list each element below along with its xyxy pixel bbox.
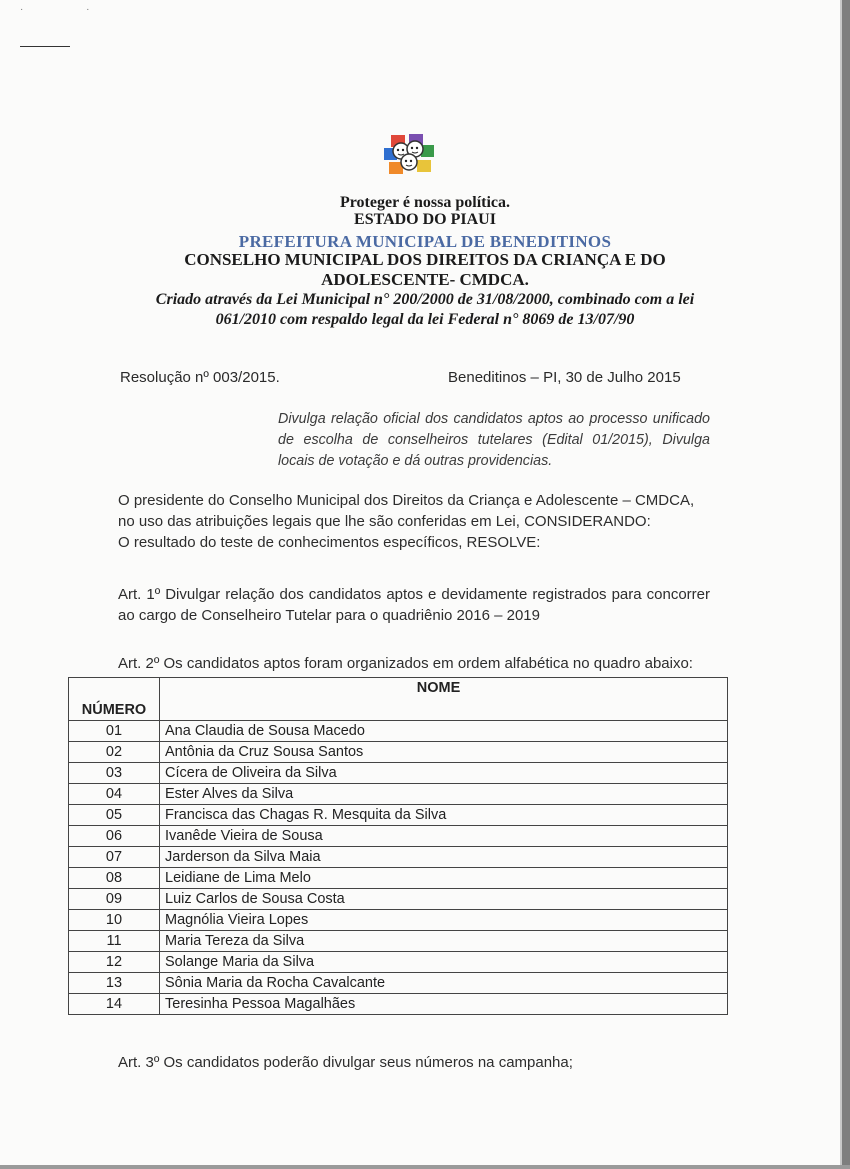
candidate-number: 13 [69, 973, 160, 994]
article-1: Art. 1º Divulgar relação dos candidatos aptos e devidamente registrados para concorrer ao cargo de Conselheiro Tutelar para o quadriênio 2016 – 2019 [118, 586, 710, 624]
header-state: ESTADO DO PIAUI [354, 211, 496, 228]
considerando-line3: O resultado do teste de conhecimentos específicos, RESOLVE: [118, 534, 541, 551]
considerando-line1: O presidente do Conselho Municipal dos Direitos da Criança e Adolescente – CMDCA, [118, 492, 695, 509]
candidate-number: 07 [69, 847, 160, 868]
candidate-name: Francisca das Chagas R. Mesquita da Silva [160, 805, 728, 826]
resolution-date: Beneditinos – PI, 30 de Julho 2015 [448, 369, 681, 386]
header-legal-basis [100, 290, 750, 330]
candidate-number: 03 [69, 763, 160, 784]
header-lei-line1: Criado através da Lei Municipal n° 200/2000 de 31/08/2000, combinado com a lei [155, 291, 695, 308]
table-row [69, 805, 728, 826]
scan-specks: · · [20, 4, 120, 15]
article-3: Art. 3º Os candidatos poderão divulgar seus números na campanha; [118, 1054, 573, 1071]
article-2: Art. 2º Os candidatos aptos foram organizados em ordem alfabética no quadro abaixo: [118, 655, 693, 672]
table-row [69, 784, 728, 805]
corner-line [20, 46, 70, 47]
candidate-name: Maria Tereza da Silva [160, 931, 728, 952]
table-row [69, 994, 728, 1015]
candidate-number: 02 [69, 742, 160, 763]
candidate-name: Ester Alves da Silva [160, 784, 728, 805]
table-header-row [69, 678, 728, 721]
candidate-number: 08 [69, 868, 160, 889]
candidate-name: Ivanêde Vieira de Sousa [160, 826, 728, 847]
header-conselho [100, 250, 750, 290]
candidate-name: Sônia Maria da Rocha Cavalcante [160, 973, 728, 994]
table-row [69, 742, 728, 763]
candidate-number: 05 [69, 805, 160, 826]
table-row [69, 826, 728, 847]
candidate-number: 14 [69, 994, 160, 1015]
table-row [69, 763, 728, 784]
scan-edge-right [842, 0, 850, 1169]
candidate-number: 10 [69, 910, 160, 931]
resolution-ementa: Divulga relação oficial dos candidatos aptos ao processo unificado de escolha de conselheiros tutelares (Edital 01/2015), Divulga locais de votação e dá outras providencias. [278, 411, 710, 469]
table-row [69, 973, 728, 994]
candidate-number: 09 [69, 889, 160, 910]
candidate-name: Luiz Carlos de Sousa Costa [160, 889, 728, 910]
table-row [69, 868, 728, 889]
candidate-name: Cícera de Oliveira da Silva [160, 763, 728, 784]
header-conselho-line2: ADOLESCENTE- CMDCA. [321, 270, 529, 289]
candidate-name: Antônia da Cruz Sousa Santos [160, 742, 728, 763]
candidates-table [68, 677, 728, 1015]
header-lei-line2: 061/2010 com respaldo legal da lei Federal n° 8069 de 13/07/90 [215, 311, 635, 328]
candidate-number: 06 [69, 826, 160, 847]
header-prefeitura: PREFEITURA MUNICIPAL DE BENEDITINOS [238, 232, 612, 251]
scan-edge-bottom [0, 1165, 850, 1169]
candidate-number: 04 [69, 784, 160, 805]
candidate-name: Leidiane de Lima Melo [160, 868, 728, 889]
candidate-name: Ana Claudia de Sousa Macedo [160, 721, 728, 742]
table-row [69, 847, 728, 868]
table-row [69, 721, 728, 742]
cmdca-logo-icon [381, 133, 437, 177]
table-row [69, 931, 728, 952]
considerando-line2: no uso das atribuições legais que lhe são conferidas em Lei, CONSIDERANDO: [118, 513, 651, 530]
candidate-name: Jarderson da Silva Maia [160, 847, 728, 868]
candidate-number: 01 [69, 721, 160, 742]
candidate-name: Magnólia Vieira Lopes [160, 910, 728, 931]
header-conselho-line1: CONSELHO MUNICIPAL DOS DIREITOS DA CRIANÇA E DO [184, 250, 666, 269]
table-row [69, 952, 728, 973]
table-row [69, 889, 728, 910]
considerando-paragraph [118, 490, 710, 553]
candidate-number: 12 [69, 952, 160, 973]
resolution-number: Resolução nº 003/2015. [120, 369, 280, 386]
header-motto: Proteger é nossa política. [339, 194, 511, 211]
column-header-number: NÚMERO [69, 678, 160, 721]
table-row [69, 910, 728, 931]
candidate-number: 11 [69, 931, 160, 952]
candidate-name: Teresinha Pessoa Magalhães [160, 994, 728, 1015]
column-header-name: NOME [160, 678, 728, 721]
candidate-name: Solange Maria da Silva [160, 952, 728, 973]
